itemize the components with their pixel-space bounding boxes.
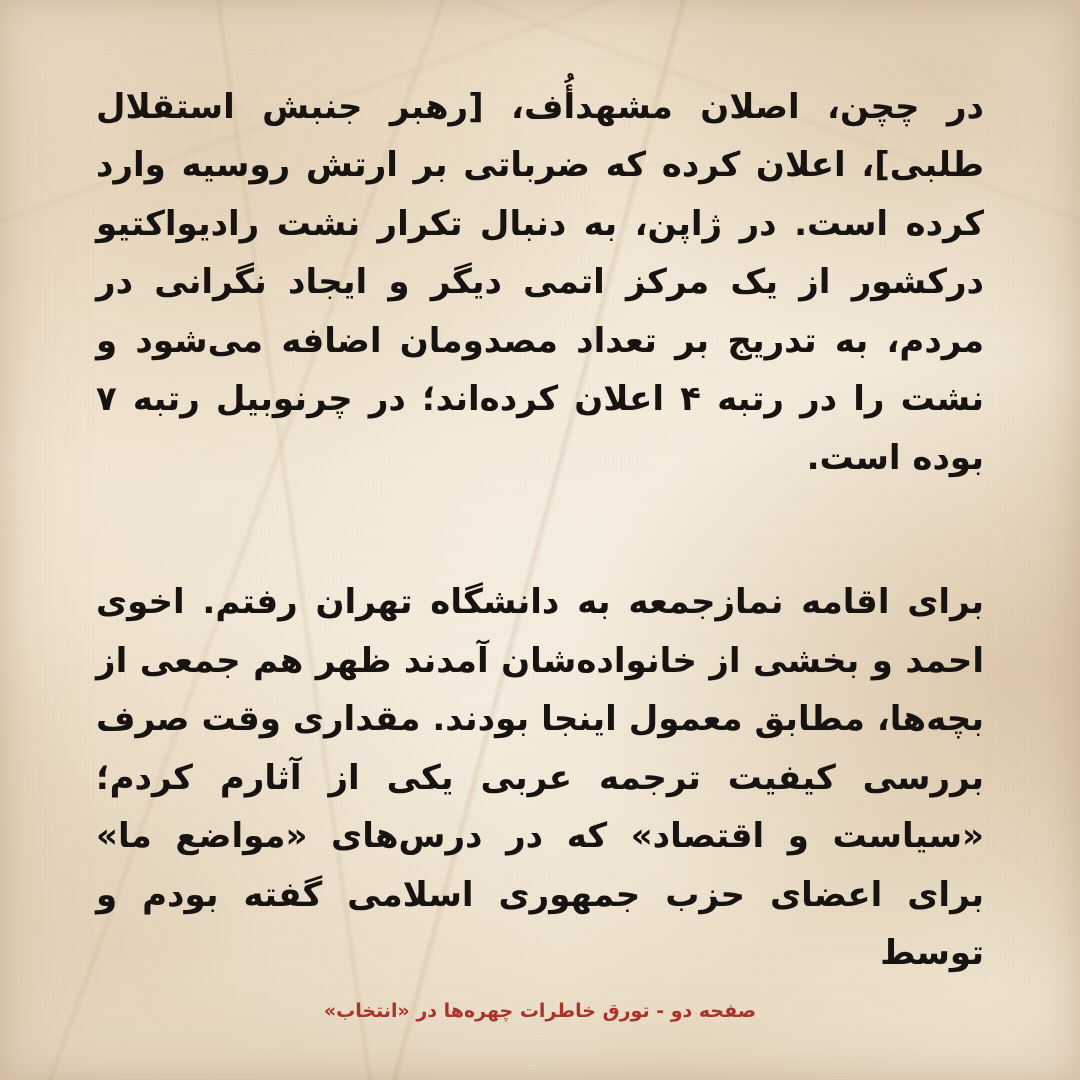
paragraph-2: برای اقامه نمازجمعه به دانشگاه تهران رفتم. اخوی احمد و بخشی از خانواده‌شان آمدند ظهر هم جمعی از بچه‌ها، مطابق معمول اینجا بودند. مقداری وقت صرف بررسی کیفیت ترجمه عربی یکی از آثارم کردم؛ «سیاست و اقتصاد» که در درس‌های «مواضع ما» برای اعضای حزب جمهوری اسلامی گفته بودم و توسط — [96, 582, 984, 974]
footer — [0, 1000, 1080, 1022]
paragraph-1: در چچن، اصلان مشهدأُف، [رهبر جنبش استقلال طلبی]، اعلان کرده که ضرباتی بر ارتش روسیه وارد کرده است. در ژاپن، به دنبال تکرار نشت رادیواکتیو درکشور از یک مرکز اتمی دیگر و ایجاد نگرانی در مردم، به تدریج بر تعداد مصدومان اضافه می‌شود و نشت را در رتبه ۴ اعلان کرده‌اند؛ در چرنوبیل رتبه ۷ بوده است. — [96, 87, 984, 478]
document-body — [96, 78, 984, 974]
footer-credit: صفحه دو - تورق خاطرات چهره‌ها در «انتخاب» — [323, 1000, 757, 1022]
